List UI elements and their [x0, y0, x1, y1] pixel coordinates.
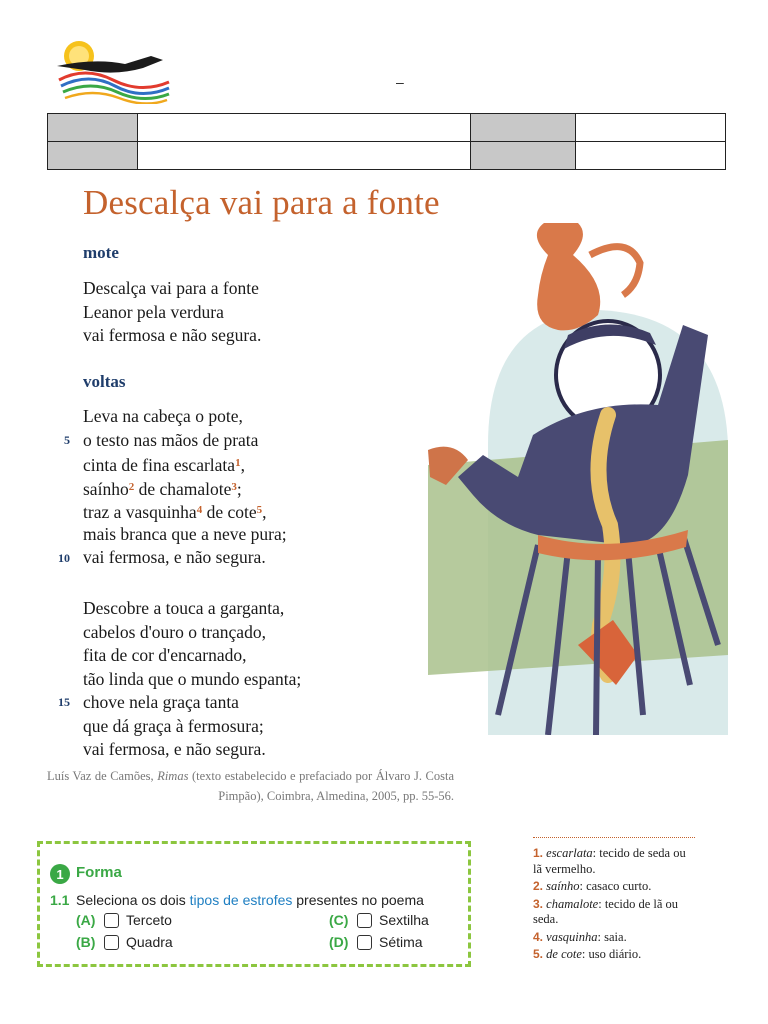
exercise-box — [37, 841, 471, 967]
verse-line: chove nela graça tanta — [83, 692, 239, 712]
verse-line: tão linda que o mundo espanta; — [83, 668, 302, 689]
header-label-cell — [471, 142, 576, 170]
checkbox-icon[interactable] — [357, 935, 372, 950]
voltas-stanza-1 — [83, 405, 287, 570]
question-number: 1.1 — [50, 892, 70, 908]
header-field-cell[interactable] — [138, 142, 471, 170]
glossary-entry: 5. de cote: uso diário. — [533, 947, 642, 961]
mote-stanza — [83, 277, 261, 348]
verse-line: traz a vasquinha$^4$ de cote$^5$, — [83, 502, 267, 522]
checkbox-icon[interactable] — [357, 913, 372, 928]
verse-line: que dá graça à fermosura; — [83, 715, 264, 736]
exercise-title: Forma — [76, 864, 122, 881]
poem-title: Descalça vai para a fonte — [83, 183, 440, 222]
header-field-cell[interactable] — [576, 142, 726, 170]
question-text: Seleciona os dois tipos de estrofes presentes no poema — [76, 892, 424, 908]
mote-label: mote — [83, 243, 119, 262]
verse-line: saínho$^2$ de chamalote$^3$; — [83, 478, 242, 499]
footnote-marker[interactable]: 3 — [231, 480, 237, 493]
footnote-marker[interactable]: 4 — [196, 504, 203, 516]
option-b-checkbox[interactable]: (B) Quadra — [76, 934, 173, 950]
voltas-label: voltas — [83, 372, 126, 391]
glossary — [533, 837, 695, 965]
line-number: 5 — [64, 433, 70, 447]
line-number: 10 — [58, 551, 70, 565]
verse-line: Descobre a touca a garganta, — [83, 598, 285, 618]
student-info-table — [47, 113, 726, 170]
header-label-cell — [48, 114, 138, 142]
footnote-marker[interactable]: 2 — [128, 480, 135, 493]
header-field-cell[interactable] — [138, 114, 471, 142]
checkbox-icon[interactable] — [104, 913, 119, 928]
poem-citation: Luís Vaz de Camões, Rimas (texto estabelecido e prefaciado por Álvaro J. Costa Pimpão), Coimbra, Almedina, 2005, pp. 55-56. — [47, 769, 454, 803]
option-a-checkbox[interactable]: (A) Terceto — [76, 912, 172, 928]
verse-line: cinta de fina escarlata$^1$, — [83, 455, 245, 475]
verse-line: vai fermosa, e não segura. — [83, 547, 266, 567]
footnote-marker[interactable]: 5 — [256, 504, 263, 516]
verse-line: Leva na cabeça o pote, — [83, 406, 243, 426]
glossary-entry: 4. vasquinha: saia. — [533, 929, 627, 944]
header-label-cell — [48, 142, 138, 170]
verse-line: Descalça vai para a fonte — [83, 278, 259, 298]
woman-carrying-pot-illustration-icon — [428, 215, 728, 735]
header-dash: – — [396, 74, 404, 90]
verse-line: Leanor pela verdura — [83, 301, 224, 322]
glossary-entry: 1. escarlata: tecido de seda ou lã vermelho. — [533, 846, 686, 876]
verse-line: cabelos d'ouro o trançado, — [83, 621, 266, 642]
verse-line: o testo nas mãos de prata — [83, 429, 259, 450]
line-number: 15 — [58, 695, 70, 709]
verse-line: vai fermosa, e não segura. — [83, 739, 266, 759]
glossary-entry: 3. chamalote: tecido de lã ou seda. — [533, 896, 679, 926]
glossary-entry: 2. saínho: casaco curto. — [533, 879, 652, 893]
header-label-cell — [471, 114, 576, 142]
verse-line: vai fermosa e não segura. — [83, 325, 262, 345]
option-d-checkbox[interactable]: (D) Sétima — [329, 934, 423, 950]
voltas-stanza-2 — [83, 597, 301, 762]
header-field-cell[interactable] — [576, 114, 726, 142]
verse-line: fita de cor d'encarnado, — [83, 645, 247, 665]
verse-line: mais branca que a neve pura; — [83, 523, 287, 544]
option-c-checkbox[interactable]: (C) Sextilha — [329, 912, 429, 928]
sun-bird-logo-icon — [55, 36, 173, 104]
exercise-number-badge: 1 — [50, 864, 70, 884]
footnote-marker[interactable]: 1 — [235, 457, 241, 469]
checkbox-icon[interactable] — [104, 935, 119, 950]
